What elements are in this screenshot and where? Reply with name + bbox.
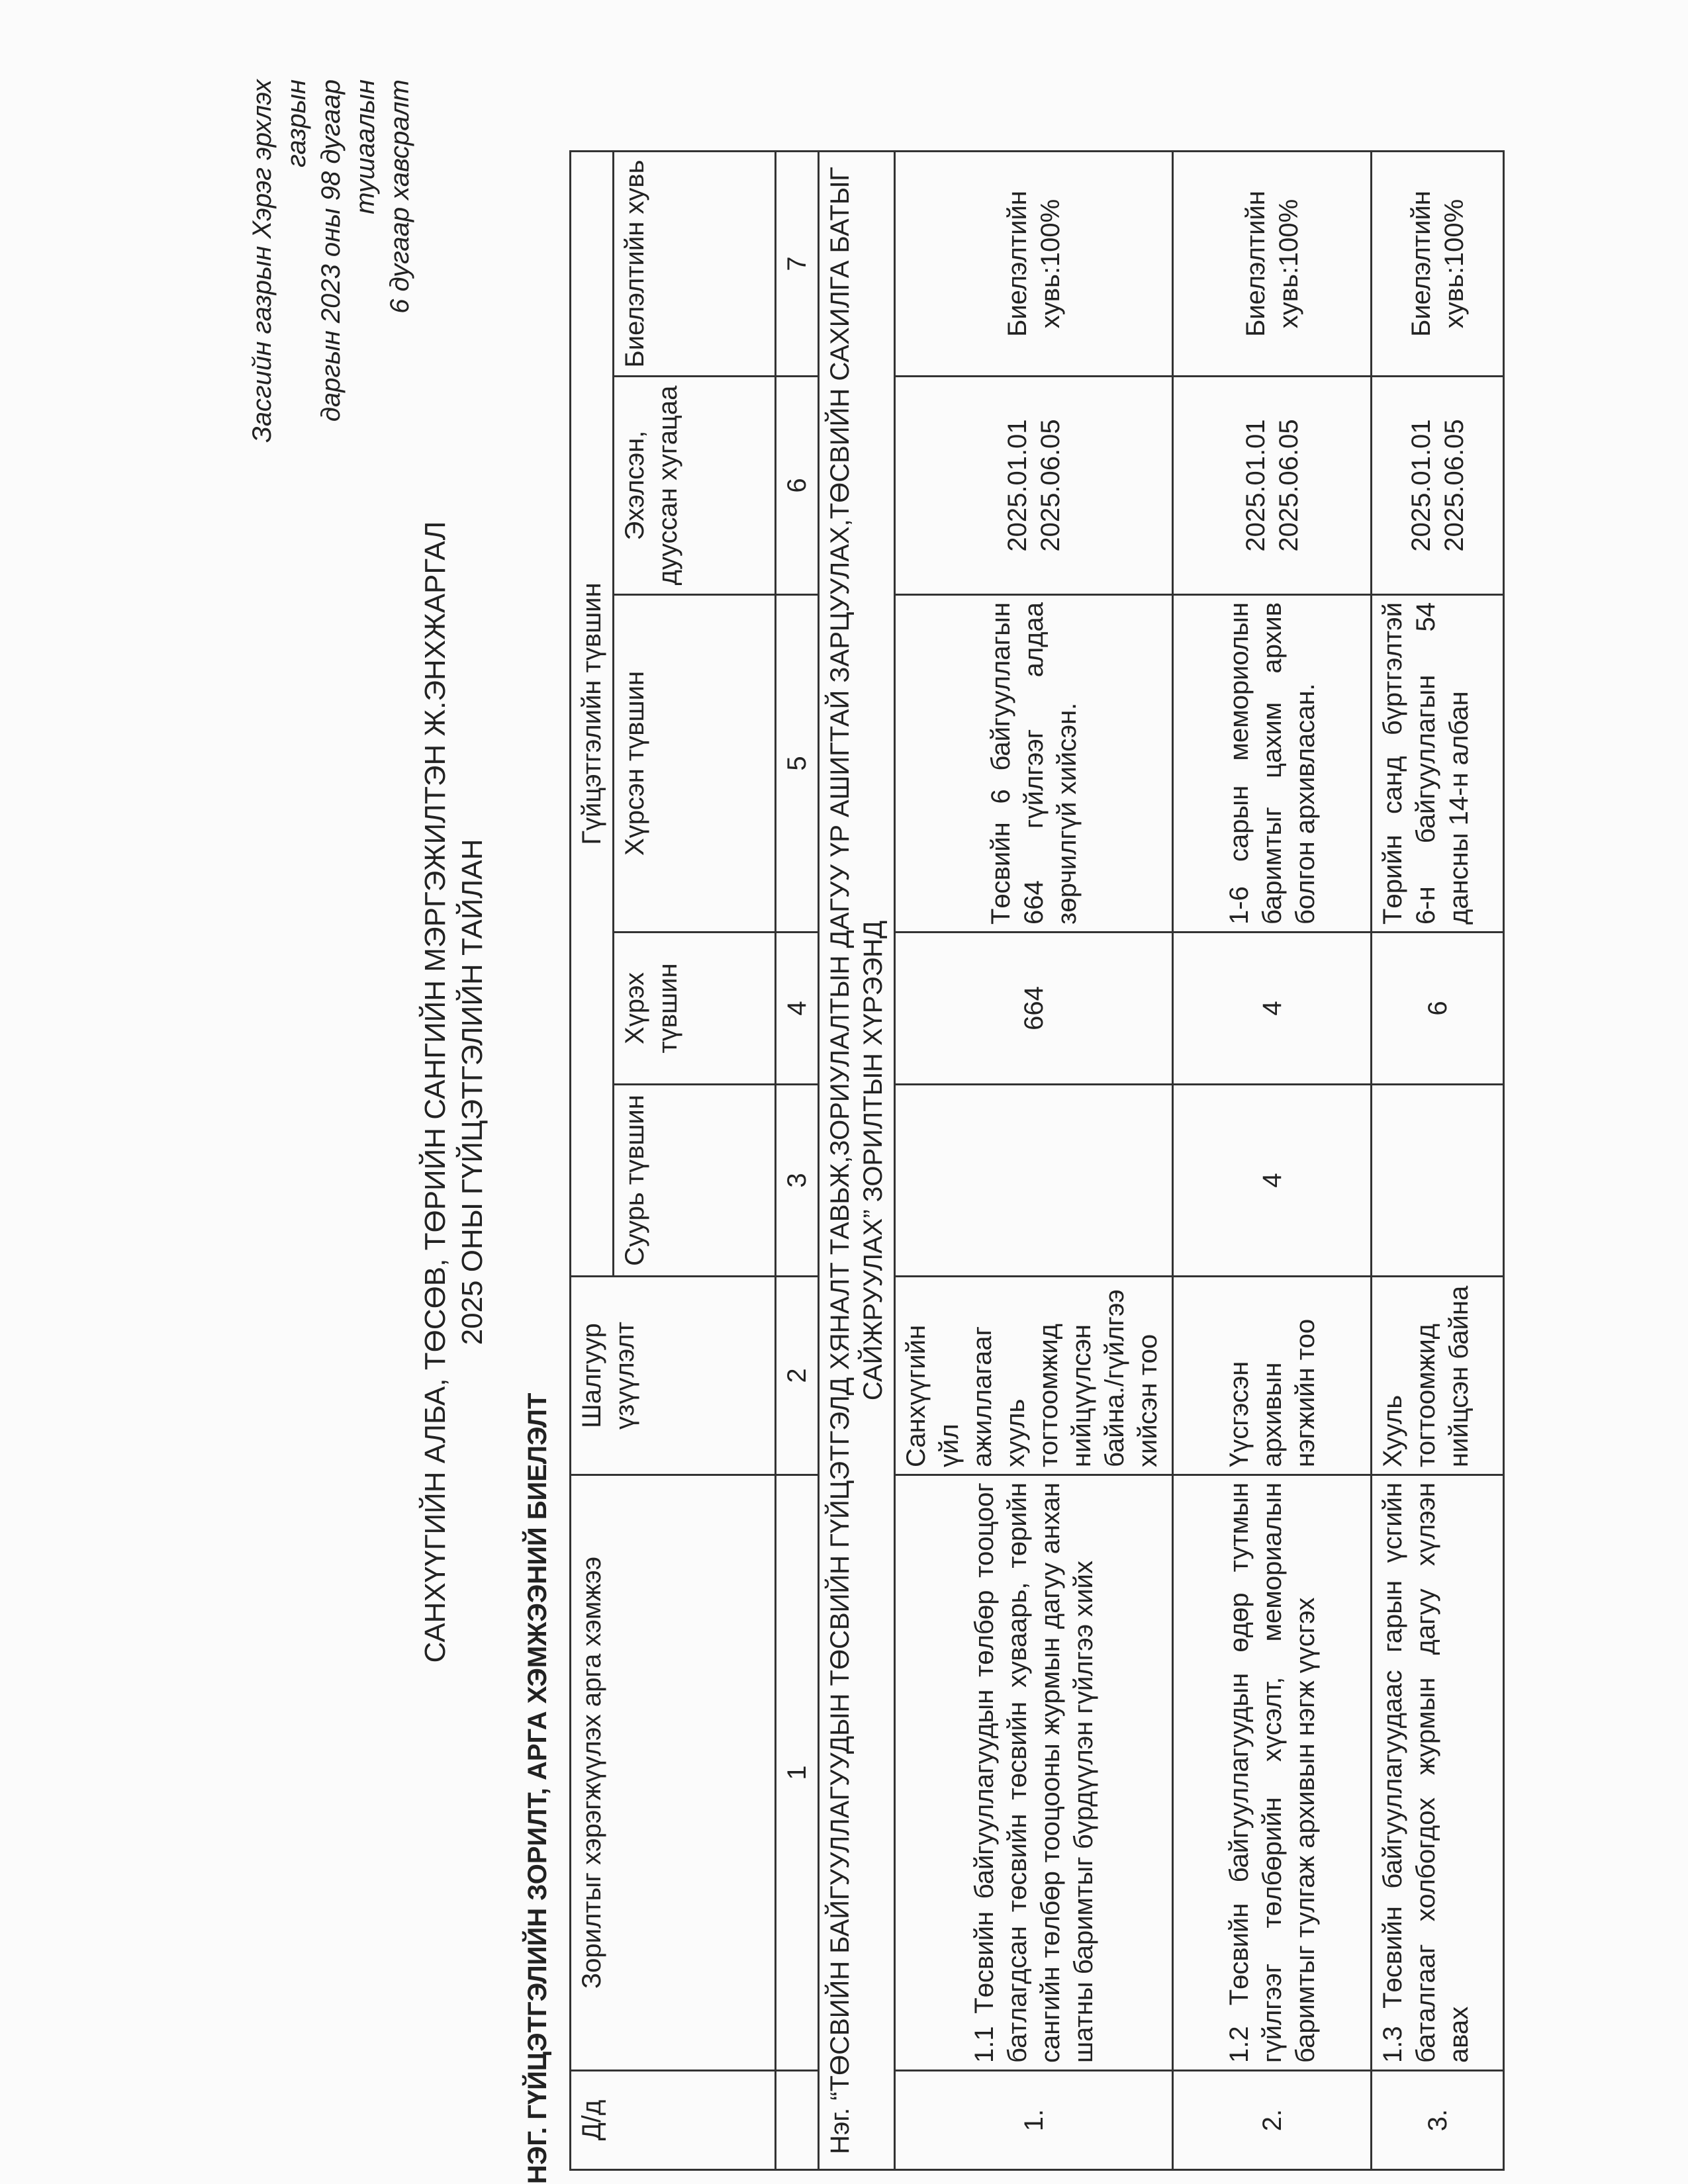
row-base: 4 xyxy=(1173,1085,1372,1277)
date-end: 2025.06.05 xyxy=(1274,419,1303,552)
table-row xyxy=(895,152,1173,2170)
column-number: 6 xyxy=(776,377,819,595)
approval-line-2: даргын 2023 оны 98 дугаар тушаалын xyxy=(316,79,380,422)
table-row xyxy=(1372,152,1504,2170)
approval-line-1: Засгийн газрын Хэрэг эрхлэх газрын xyxy=(248,79,311,443)
report-table xyxy=(569,150,1505,2171)
header-row-1 xyxy=(571,152,614,2170)
row-dates xyxy=(1173,377,1372,595)
row-base xyxy=(895,1085,1173,1277)
column-number: 7 xyxy=(776,152,819,377)
row-target: 4 xyxy=(1173,933,1372,1085)
approval-line-3: 6 дугаар хавсралт xyxy=(385,79,414,314)
row-criteria: Үүсгэсэн архивын нэгжийн тоо xyxy=(1173,1277,1372,1475)
row-measure: 1.2 Төсвийн байгууллагуудын өдөр тутмын гүйлгээг төлбөрийн хүсэлт, мемориалын баримтыг тулгаж архивын нэгж үүсгэх xyxy=(1173,1475,1372,2071)
header-dd: Д/д xyxy=(571,2071,776,2170)
table-row xyxy=(1173,152,1372,2170)
header-measure: Зорилтыг хэрэгжүүлэх арга хэмжээ xyxy=(571,1475,776,2071)
row-base xyxy=(1372,1085,1504,1277)
column-number: 1 xyxy=(776,1475,819,2071)
date-end: 2025.06.05 xyxy=(1035,419,1065,552)
column-number-row xyxy=(776,152,819,2170)
header-achieved: Хүрсэн түвшин xyxy=(614,595,776,933)
row-percent: Биелэлтийн хувь:100% xyxy=(1372,152,1504,377)
row-criteria: Хууль тогтоомжид нийцсэн байна xyxy=(1372,1277,1504,1475)
row-achieved: 1-6 сарын мемориолын баримтыг цахим архив болгон архивласан. xyxy=(1173,595,1372,933)
header-performance: Гүйцэтгэлийн түвшин xyxy=(571,152,614,1277)
row-percent: Биелэлтийн хувь:100% xyxy=(1173,152,1372,377)
title-line-1: САНХҮҮГИЙН АЛБА, ТӨСӨВ, ТӨРИЙН САНГИЙН МЭРГЭЖИЛТЭН Ж.ЭНХЖАРГАЛ xyxy=(419,521,451,1663)
column-number: 2 xyxy=(776,1277,819,1475)
row-achieved: Төсвийн 6 байгууллагын 664 гүйлгээг алдаа зөрчилгүй хийсэн. xyxy=(895,595,1173,933)
date-start: 2025.01.01 xyxy=(1241,419,1270,552)
row-measure: 1.1 Төсвийн байгууллагуудын төлбөр тооцоог батлагдсан төсвийн төсвийн хуваарь, төрийн сангийн төлбөр тооцооны журмын дагуу анхан шатны баримтыг бүрдүүлэн гүйлгээ хийх xyxy=(895,1475,1173,2071)
header-percent: Биелэлтийн хувь xyxy=(614,152,776,377)
row-dates xyxy=(1372,377,1504,595)
row-target: 6 xyxy=(1372,933,1504,1085)
row-percent: Биелэлтийн хувь:100% xyxy=(895,152,1173,377)
column-number: 4 xyxy=(776,933,819,1085)
row-dates xyxy=(895,377,1173,595)
row-number: 3. xyxy=(1372,2071,1504,2170)
row-achieved: Төрийн санд бүртгэлтэй 6-н байгууллагын 54 дансны 14-н албан xyxy=(1372,595,1504,933)
column-number: 5 xyxy=(776,595,819,933)
document-title xyxy=(417,132,491,2052)
row-number: 1. xyxy=(895,2071,1173,2170)
row-target: 664 xyxy=(895,933,1173,1085)
section-heading: НЭГ. ГҮЙЦЭТГЭЛИЙН ЗОРИЛТ, АРГА ХЭМЖЭЭНИЙ БИЕЛЭЛТ xyxy=(523,1392,552,2184)
header-base: Суурь түвшин xyxy=(614,1085,776,1277)
row-measure: 1.3 Төсвийн байгууллагуудаас гарын үсгийн баталгааг холбогдох журмын дагуу хүлээн авах xyxy=(1372,1475,1504,2071)
date-start: 2025.01.01 xyxy=(1406,419,1436,552)
title-line-2: 2025 ОНЫ ГҮЙЦЭТГЭЛИЙН ТАЙЛАН xyxy=(456,839,489,1345)
objective-banner: Нэг. “ТӨСВИЙН БАЙГУУЛЛАГУУДЫН ТӨСВИЙН ГҮЙЦЭТГЭЛД ХЯНАЛТ ТАВЬЖ,ЗОРИУЛАЛТЫН ДАГУУ ҮР АШИГТАЙ ЗАРЦУУЛАХ,ТӨСВИЙН САХИЛГА БАТЫГ САЙЖРУУЛАХ” ЗОРИЛТЫН ХҮРЭЭНД xyxy=(819,152,895,2170)
row-criteria: Санхүүгийн үйл ажиллагааг хууль тогтоомжид нийцүүлсэн байна./гүйлгээ хийсэн тоо xyxy=(895,1277,1173,1475)
objective-banner-row xyxy=(819,152,895,2170)
date-end: 2025.06.05 xyxy=(1439,419,1469,552)
header-criteria: Шалгуур үзүүлэлт xyxy=(571,1277,776,1475)
row-number: 2. xyxy=(1173,2071,1372,2170)
column-number: 3 xyxy=(776,1085,819,1277)
date-start: 2025.01.01 xyxy=(1002,419,1032,552)
column-number-blank xyxy=(776,2071,819,2170)
header-target: Хүрэх түвшин xyxy=(614,933,776,1085)
header-dates: Эхэлсэн, дууссан хугацаа xyxy=(614,377,776,595)
approval-note xyxy=(245,79,417,490)
